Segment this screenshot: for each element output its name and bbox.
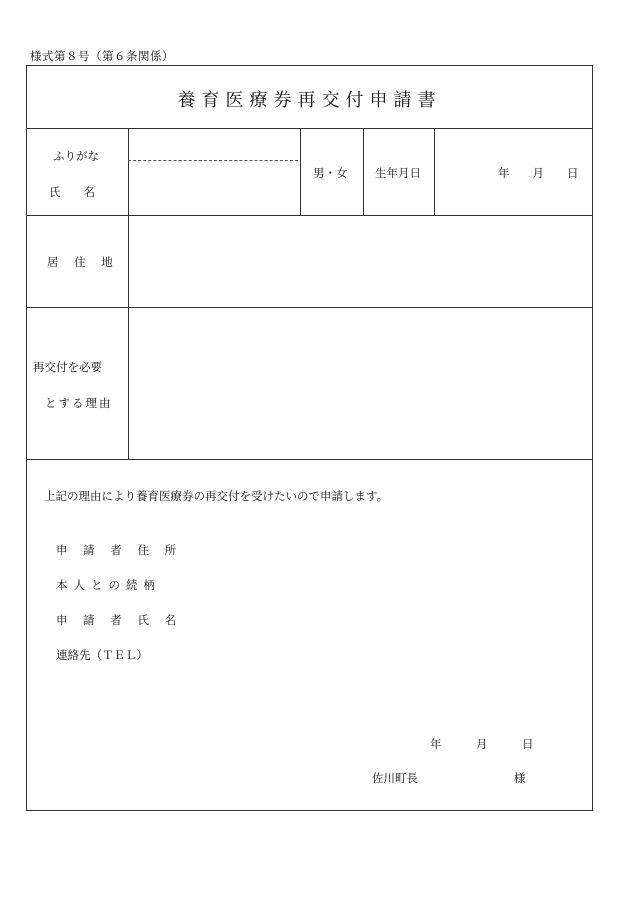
gender-birth-divider: [363, 128, 364, 215]
birthdate-value[interactable]: 年 月 日: [498, 166, 579, 180]
label-column-divider: [128, 128, 129, 460]
gender-selector[interactable]: 男・女: [313, 166, 348, 180]
applicant-relationship-label: 本人との続柄: [56, 578, 161, 592]
row2-divider: [27, 307, 592, 308]
applicant-address-label: 申 請 者 住 所: [56, 543, 183, 557]
residence-label: 居 住 地: [47, 255, 119, 269]
row3-divider: [27, 459, 592, 460]
reason-label-line2: とする理由: [45, 396, 113, 410]
submission-date[interactable]: 年 月 日: [430, 737, 534, 751]
furigana-dashed-line: [128, 160, 298, 161]
name-gender-divider: [300, 128, 301, 215]
application-form: [26, 65, 593, 811]
form-number: 様式第８号（第６条関係）: [30, 49, 174, 63]
honorific: 様: [514, 771, 526, 785]
declaration-text: 上記の理由により養育医療券の再交付を受けたいので申請します。: [44, 489, 389, 503]
applicant-contact-label: 連絡先（ＴＥＬ）: [56, 648, 148, 662]
addressee: 佐川町長: [372, 771, 418, 785]
reason-label-line1: 再交付を必要: [33, 360, 102, 374]
title-divider: [27, 128, 592, 129]
row1-divider: [27, 215, 592, 216]
birthdate-label: 生年月日: [375, 166, 421, 180]
birth-date-divider: [434, 128, 435, 215]
form-title: 養育医療券再交付申請書: [177, 90, 442, 111]
furigana-label: ふりがな: [53, 149, 99, 163]
name-label: 氏 名: [49, 185, 95, 199]
applicant-name-label: 申 請 者 氏 名: [56, 613, 183, 627]
